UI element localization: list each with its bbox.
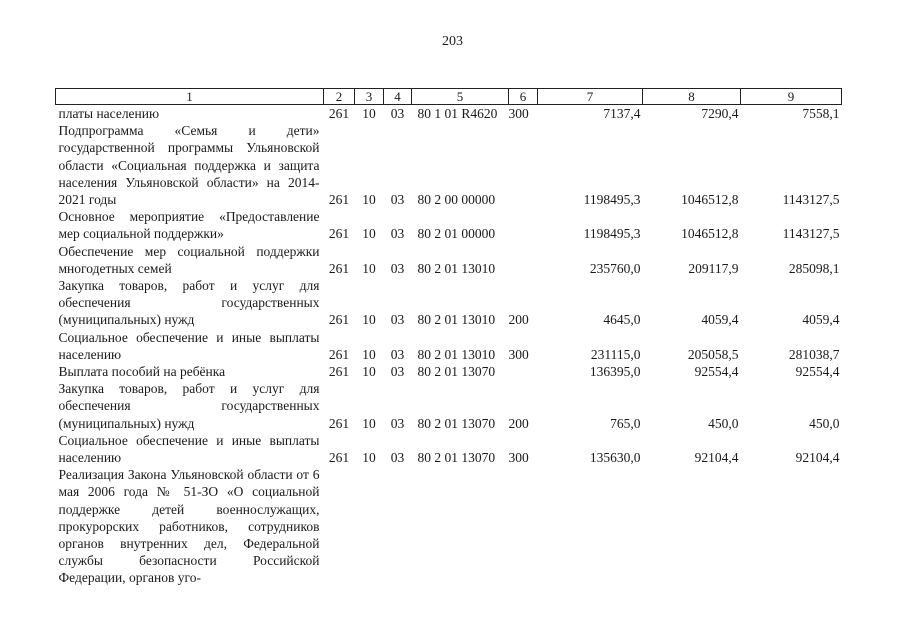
cell-value-col8: 7290,4 — [701, 106, 739, 121]
cell-pr: 03 — [390, 260, 405, 276]
page-number: 203 — [442, 34, 463, 49]
cell-value-col7: 7137,4 — [603, 106, 641, 121]
cell-rz: 10 — [362, 450, 376, 466]
table-row — [56, 122, 842, 208]
cell-value-col7: 4645,0 — [603, 312, 641, 328]
cell-pr: 03 — [390, 415, 405, 431]
cell-csr: 80 2 01 13010 — [417, 346, 496, 362]
cell-value-col8: 209117,9 — [688, 260, 739, 276]
cell-vr — [509, 466, 538, 586]
cell-value-col9: 92554,4 — [795, 364, 840, 380]
cell-gr — [324, 466, 355, 586]
cell-vr: 300 — [508, 450, 529, 466]
cell-value-col7: 136395,0 — [589, 364, 641, 380]
cell-csr: 80 2 01 13070 — [417, 364, 496, 380]
cell-rz: 10 — [362, 260, 376, 276]
table-row — [56, 432, 842, 466]
cell-gr: 261 — [328, 226, 350, 242]
table-row — [56, 329, 842, 363]
cell-gr: 261 — [328, 260, 350, 276]
cell-value-col8: 205058,5 — [687, 346, 739, 362]
cell-gr: 261 — [328, 192, 350, 208]
cell-value-col9: 1143127,5 — [782, 226, 840, 242]
table-row — [56, 243, 842, 277]
cell-value-col9: 1143127,5 — [782, 192, 840, 208]
row-name: Закупка товаров, работ и услуг для обеспечения государственных (муниципальных) нужд — [58, 381, 320, 431]
cell-vr: 300 — [508, 106, 529, 121]
cell-value-col7: 135630,0 — [589, 450, 641, 466]
cell-value-col9: 281038,7 — [788, 346, 840, 362]
cell-gr: 261 — [328, 106, 350, 121]
column-header: 9 — [741, 89, 842, 105]
cell-vr: 200 — [508, 415, 529, 431]
cell-csr: 80 2 01 00000 — [417, 226, 496, 242]
cell-value-col9: 285098,1 — [788, 260, 840, 276]
cell-value-col8: 92554,4 — [694, 364, 739, 380]
cell-csr — [412, 466, 509, 586]
table-row — [56, 380, 842, 432]
cell-value-col8 — [643, 466, 741, 586]
table-row — [56, 466, 842, 586]
cell-rz: 10 — [362, 226, 376, 242]
cell-rz — [355, 466, 384, 586]
table-row — [56, 208, 842, 242]
cell-vr — [509, 363, 538, 380]
column-header: 7 — [538, 89, 643, 105]
cell-value-col8: 1046512,8 — [681, 192, 739, 208]
cell-rz: 10 — [362, 346, 376, 362]
row-name: Социальное обеспечение и иные выплаты населению — [58, 432, 320, 466]
cell-pr: 03 — [390, 364, 405, 380]
cell-value-col7: 1198495,3 — [583, 226, 641, 242]
row-name: Основное мероприятие «Предоставление мер социальной поддержки» — [58, 209, 320, 242]
cell-value-col9: 7558,1 — [802, 106, 840, 121]
cell-vr: 300 — [508, 346, 529, 362]
column-header: 1 — [56, 89, 324, 105]
cell-pr: 03 — [390, 226, 405, 242]
row-name: Обеспечение мер социальной поддержки многодетных семей — [58, 243, 320, 276]
column-header: 3 — [355, 89, 384, 105]
column-header: 8 — [643, 89, 741, 105]
cell-value-col8: 4059,4 — [701, 312, 739, 328]
table-body — [56, 105, 842, 587]
cell-value-col7: 235760,0 — [589, 260, 641, 276]
cell-rz: 10 — [362, 415, 376, 431]
cell-csr: 80 2 01 13010 — [417, 260, 496, 276]
cell-value-col7: 1198495,3 — [583, 192, 641, 208]
table-row — [56, 363, 842, 380]
cell-vr — [509, 122, 538, 208]
cell-value-col8: 1046512,8 — [681, 226, 739, 242]
cell-gr: 261 — [328, 346, 350, 362]
cell-pr — [384, 466, 412, 586]
cell-gr: 261 — [328, 415, 350, 431]
column-header: 2 — [324, 89, 355, 105]
cell-value-col9 — [741, 466, 842, 586]
cell-pr: 03 — [390, 346, 405, 362]
cell-csr: 80 2 01 13070 — [417, 450, 496, 466]
cell-csr: 80 2 01 13070 — [417, 415, 496, 431]
cell-rz: 10 — [362, 106, 376, 121]
cell-value-col7: 765,0 — [610, 415, 641, 431]
table-row — [56, 105, 842, 123]
cell-pr: 03 — [390, 450, 405, 466]
column-header: 6 — [509, 89, 538, 105]
cell-csr: 80 2 01 13010 — [417, 312, 496, 328]
cell-value-col7 — [538, 466, 643, 586]
row-name: Выплата пособий на ребёнка — [58, 364, 226, 380]
cell-rz: 10 — [362, 192, 376, 208]
row-name: Подпрограмма «Семья и дети» государственной программы Ульяновской области «Социальная поддержка и защита населения Ульяновской области» на 2014-2021 годы — [58, 123, 320, 208]
cell-gr: 261 — [328, 450, 350, 466]
cell-value-col7: 231115,0 — [590, 346, 641, 362]
column-header: 5 — [412, 89, 509, 105]
cell-value-col8: 450,0 — [708, 415, 739, 431]
row-name: Реализация Закона Ульяновской области от 6 мая 2006 года № 51-ЗО «О социальной поддержке детей военнослужащих, прокурорских работников, сотрудников органов внутренних дел, Федеральной службы безопасности Российской Федерации, органов уго- — [58, 467, 320, 586]
cell-pr: 03 — [390, 192, 405, 208]
cell-csr: 80 2 00 00000 — [417, 192, 496, 208]
table-row — [56, 277, 842, 329]
cell-pr: 03 — [390, 312, 405, 328]
cell-value-col8: 92104,4 — [694, 450, 739, 466]
table-header — [56, 89, 842, 105]
cell-vr — [509, 208, 538, 242]
row-name: платы населению — [58, 106, 160, 121]
cell-pr: 03 — [390, 106, 405, 121]
cell-csr: 80 1 01 R4620 — [417, 106, 498, 121]
cell-rz: 10 — [362, 312, 376, 328]
cell-value-col9: 92104,4 — [795, 450, 840, 466]
cell-gr: 261 — [328, 364, 350, 380]
column-header: 4 — [384, 89, 412, 105]
cell-value-col9: 450,0 — [809, 415, 840, 431]
cell-vr: 200 — [508, 312, 529, 328]
cell-value-col9: 4059,4 — [802, 312, 840, 328]
cell-rz: 10 — [362, 364, 376, 380]
row-name: Закупка товаров, работ и услуг для обеспечения государственных (муниципальных) нужд — [58, 278, 320, 328]
budget-table — [55, 88, 842, 587]
cell-gr: 261 — [328, 312, 350, 328]
row-name: Социальное обеспечение и иные выплаты населению — [58, 329, 320, 362]
cell-vr — [509, 243, 538, 277]
header-row — [56, 89, 842, 105]
